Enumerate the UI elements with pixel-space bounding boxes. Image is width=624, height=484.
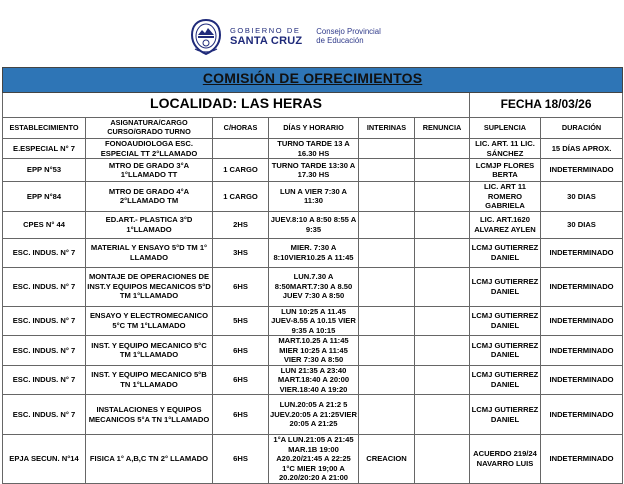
cell-suplencia: LCMJ GUTIERREZ DANIEL — [470, 238, 541, 267]
cell-renuncia — [415, 211, 470, 238]
cell-horario: LUN.20:05 A 21:2 5 JUEV.20:05 A 21:25VIER 20:05 A 21:25 — [269, 395, 359, 435]
cell-duracion: 30 DIAS — [541, 182, 623, 212]
col-suplencia: SUPLENCIA — [470, 118, 541, 139]
cell-duracion: INDETERMINADO — [541, 435, 623, 484]
col-asignatura: ASIGNATURA/CARGO CURSO/GRADO TURNO — [86, 118, 213, 139]
cell-asignatura: FISICA 1° A,B,C TN 2° LLAMADO — [86, 435, 213, 484]
title-cell — [3, 68, 623, 93]
cell-horario: TURNO TARDE 13 A 16.30 HS — [269, 139, 359, 159]
cell-suplencia: LCMJ GUTIERREZ DANIEL — [470, 306, 541, 336]
table-body — [3, 139, 623, 484]
cell-interinas — [359, 306, 415, 336]
cell-establecimiento: ESC. INDUS. N° 7 — [3, 238, 86, 267]
cell-horas: 6HS — [213, 435, 269, 484]
col-interinas: INTERINAS — [359, 118, 415, 139]
cell-horario: LUN.7.30 A 8:50MART.7:30 A 8.50 JUEV 7:30 A 8:50 — [269, 267, 359, 306]
col-horas: C/HORAS — [213, 118, 269, 139]
cell-horas: 2HS — [213, 211, 269, 238]
table-row — [3, 435, 623, 484]
cell-renuncia — [415, 267, 470, 306]
cell-horario: LUN 10:25 A 11.45 JUEV-8.55 A 10.15 VIER 9:35 A 10:15 — [269, 306, 359, 336]
cell-suplencia: ACUERDO 219/24 NAVARRO LUIS — [470, 435, 541, 484]
locality-label: LOCALIDAD: LAS HERAS — [150, 95, 322, 112]
cell-renuncia — [415, 182, 470, 212]
cell-suplencia: LIC. ART. 11 LIC. SÁNCHEZ — [470, 139, 541, 159]
cell-horas: 1 CARGO — [213, 159, 269, 182]
table-row — [3, 267, 623, 306]
table-row — [3, 336, 623, 366]
cell-interinas — [359, 365, 415, 395]
cell-interinas — [359, 182, 415, 212]
cell-suplencia: LCMJ GUTIERREZ DANIEL — [470, 365, 541, 395]
cell-suplencia: LCMJ GUTIERREZ DANIEL — [470, 336, 541, 366]
cell-renuncia — [415, 306, 470, 336]
logo-line2: SANTA CRUZ — [230, 34, 303, 47]
santa-cruz-seal-icon — [189, 19, 223, 55]
cell-horario: LUN A VIER 7:30 A 11:30 — [269, 182, 359, 212]
cell-horario: TURNO TARDE 13:30 A 17.30 HS — [269, 159, 359, 182]
col-renuncia: RENUNCIA — [415, 118, 470, 139]
cell-renuncia — [415, 139, 470, 159]
cell-renuncia — [415, 336, 470, 366]
table-row — [3, 238, 623, 267]
cell-interinas — [359, 159, 415, 182]
cell-asignatura: ENSAYO Y ELECTROMECANICO 5°C TM 1°LLAMADO — [86, 306, 213, 336]
cell-horas: 6HS — [213, 395, 269, 435]
table-row — [3, 182, 623, 212]
page-header — [0, 0, 624, 64]
cell-interinas — [359, 139, 415, 159]
ofrecimientos-table — [2, 67, 623, 484]
cell-duracion: INDETERMINADO — [541, 238, 623, 267]
cell-interinas — [359, 336, 415, 366]
cell-horas — [213, 139, 269, 159]
cell-duracion: INDETERMINADO — [541, 306, 623, 336]
org-line1: Consejo Provincial — [316, 27, 381, 37]
cell-asignatura: INST. Y EQUIPO MECANICO 5°B TN 1°LLAMADO — [86, 365, 213, 395]
cell-establecimiento: E.ESPECIAL N° 7 — [3, 139, 86, 159]
title-row — [3, 68, 623, 93]
cell-duracion: 30 DIAS — [541, 211, 623, 238]
col-horario: DÍAS Y HORARIO — [269, 118, 359, 139]
table-row — [3, 139, 623, 159]
cell-establecimiento: ESC. INDUS. N° 7 — [3, 306, 86, 336]
cell-asignatura: FONOAUDIOLOGA ESC. ESPECIAL TT 2°LLAMADO — [86, 139, 213, 159]
cell-asignatura: MONTAJE DE OPERACIONES DE INST.Y EQUIPOS MECANICOS 5°D TM 1°LLAMADO — [86, 267, 213, 306]
org-line2: de Educación — [316, 36, 364, 45]
cell-horario: MIER. 7:30 A 8:10VIER10.25 A 11:45 — [269, 238, 359, 267]
cell-renuncia — [415, 395, 470, 435]
cell-asignatura: ED.ART.- PLASTICA 3°D 1°LLAMADO — [86, 211, 213, 238]
logo-block — [189, 19, 381, 55]
cell-horario: MART.10.25 A 11:45 MIER 10:25 A 11:45 VIER 7:30 A 8:50 — [269, 336, 359, 366]
cell-establecimiento: CPES N° 44 — [3, 211, 86, 238]
cell-duracion: 15 DÍAS APROX. — [541, 139, 623, 159]
cell-interinas — [359, 395, 415, 435]
cell-suplencia: LIC. ART.1620 ALVAREZ AYLEN — [470, 211, 541, 238]
date-label: FECHA 18/03/26 — [500, 96, 592, 111]
cell-horario: LUN 21:35 A 23:40 MART.18:40 A 20:00 VIER.18:40 A 19:20 — [269, 365, 359, 395]
col-establecimiento: ESTABLECIMIENTO — [3, 118, 86, 139]
cell-suplencia: LCMJP FLORES BERTA — [470, 159, 541, 182]
gobierno-logo-text — [230, 27, 302, 47]
cell-establecimiento: ESC. INDUS. N° 7 — [3, 395, 86, 435]
cell-interinas — [359, 267, 415, 306]
cell-horas: 5HS — [213, 306, 269, 336]
consejo-text — [316, 28, 381, 45]
cell-asignatura: INST. Y EQUIPO MECANICO 5°C TM 1°LLAMADO — [86, 336, 213, 366]
cell-establecimiento: EPJA SECUN. N°14 — [3, 435, 86, 484]
date-cell — [470, 93, 623, 118]
table-row — [3, 306, 623, 336]
cell-horario: 1°A LUN.21:05 A 21:45 MAR.1B 19:00 A20.20/21:45 A 22:25 1°C MIER 19;00 A 20.20/20:20 A 21:00 — [269, 435, 359, 484]
cell-asignatura: INSTALACIONES Y EQUIPOS MECANICOS 5°A TN 1°LLAMADO — [86, 395, 213, 435]
table-row — [3, 159, 623, 182]
cell-duracion: INDETERMINADO — [541, 336, 623, 366]
cell-duracion: INDETERMINADO — [541, 365, 623, 395]
cell-duracion: INDETERMINADO — [541, 159, 623, 182]
cell-horas: 6HS — [213, 267, 269, 306]
cell-establecimiento: ESC. INDUS. N° 7 — [3, 267, 86, 306]
cell-renuncia — [415, 365, 470, 395]
cell-establecimiento: EPP N°84 — [3, 182, 86, 212]
cell-suplencia: LCMJ GUTIERREZ DANIEL — [470, 395, 541, 435]
cell-suplencia: LIC. ART 11 ROMERO GABRIELA — [470, 182, 541, 212]
cell-renuncia — [415, 238, 470, 267]
cell-suplencia: LCMJ GUTIERREZ DANIEL — [470, 267, 541, 306]
column-header-row — [3, 118, 623, 139]
cell-asignatura: MATERIAL Y ENSAYO 5°D TM 1° LLAMADO — [86, 238, 213, 267]
logo-line1: GOBIERNO DE — [230, 26, 301, 36]
cell-renuncia — [415, 159, 470, 182]
cell-horario: JUEV.8:10 A 8:50 8:55 A 9:35 — [269, 211, 359, 238]
cell-horas: 3HS — [213, 238, 269, 267]
cell-horas: 1 CARGO — [213, 182, 269, 212]
cell-horas: 6HS — [213, 336, 269, 366]
cell-establecimiento: EPP N°53 — [3, 159, 86, 182]
cell-renuncia — [415, 435, 470, 484]
cell-duracion: INDETERMINADO — [541, 395, 623, 435]
cell-horas: 6HS — [213, 365, 269, 395]
cell-interinas: CREACION — [359, 435, 415, 484]
cell-duracion: INDETERMINADO — [541, 267, 623, 306]
cell-interinas — [359, 211, 415, 238]
table-row — [3, 395, 623, 435]
cell-asignatura: MTRO DE GRADO 4°A 2°LLAMADO TM — [86, 182, 213, 212]
locality-row — [3, 93, 623, 118]
table-row — [3, 365, 623, 395]
cell-establecimiento: ESC. INDUS. N° 7 — [3, 336, 86, 366]
locality-cell — [3, 93, 470, 118]
cell-interinas — [359, 238, 415, 267]
table-row — [3, 211, 623, 238]
document-title: COMISIÓN DE OFRECIMIENTOS — [202, 70, 423, 87]
col-duracion: DURACIÓN — [541, 118, 623, 139]
cell-asignatura: MTRO DE GRADO 3°A 1°LLAMADO TT — [86, 159, 213, 182]
cell-establecimiento: ESC. INDUS. N° 7 — [3, 365, 86, 395]
